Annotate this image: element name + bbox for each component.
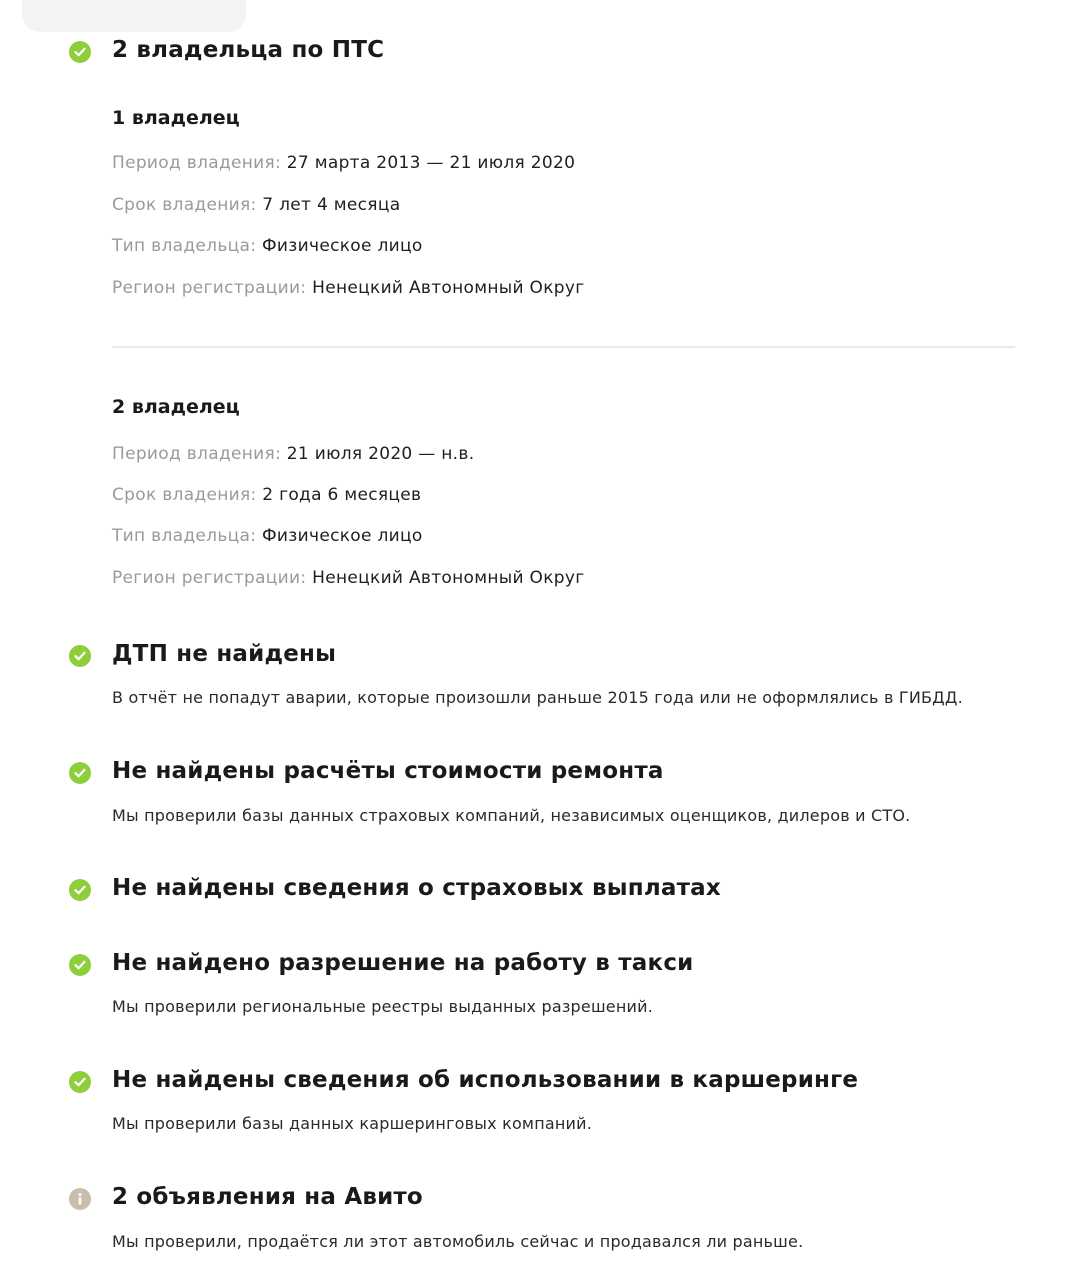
repair-estimates-description: Мы проверили базы данных страховых компаний, независимых оценщиков, дилеров и СТО. <box>112 806 911 825</box>
type-value: Физическое лицо <box>262 236 423 256</box>
period-value: 21 июля 2020 — н.в. <box>286 444 475 464</box>
carsharing-description: Мы проверили базы данных каршеринговых компаний. <box>112 1114 593 1133</box>
owner-2-period <box>112 444 474 464</box>
period-label: Период владения: <box>112 444 282 464</box>
info-icon <box>69 1188 91 1210</box>
owner-1-type <box>112 236 423 256</box>
owners-title: 2 владельца по ПТС <box>112 37 385 63</box>
owner-2-title: 2 владелец <box>112 396 240 418</box>
check-icon <box>69 954 91 976</box>
duration-label: Срок владения: <box>112 195 257 215</box>
period-label: Период владения: <box>112 153 282 173</box>
check-icon <box>69 41 91 63</box>
type-label: Тип владельца: <box>112 236 257 256</box>
owner-2-type <box>112 526 423 546</box>
duration-value: 2 года 6 месяцев <box>262 485 422 505</box>
region-label: Регион регистрации: <box>112 568 307 588</box>
taxi-permit-title: Не найдено разрешение на работу в такси <box>112 950 694 976</box>
owner-1-region <box>112 278 585 298</box>
check-icon <box>69 762 91 784</box>
duration-label: Срок владения: <box>112 485 257 505</box>
repair-estimates-title: Не найдены расчёты стоимости ремонта <box>112 758 664 784</box>
region-label: Регион регистрации: <box>112 278 307 298</box>
avito-ads-title: 2 объявления на Авито <box>112 1184 423 1210</box>
type-label: Тип владельца: <box>112 526 257 546</box>
avito-ads-description: Мы проверили, продаётся ли этот автомобиль сейчас и продавался ли раньше. <box>112 1232 804 1251</box>
region-value: Ненецкий Автономный Округ <box>312 278 585 298</box>
carsharing-title: Не найдены сведения об использовании в каршеринге <box>112 1067 859 1093</box>
owner-1-period <box>112 153 575 173</box>
accidents-title: ДТП не найдены <box>112 641 337 667</box>
owner-1-duration <box>112 195 400 215</box>
taxi-permit-description: Мы проверили региональные реестры выданных разрешений. <box>112 997 653 1016</box>
duration-value: 7 лет 4 месяца <box>262 195 401 215</box>
owner-2-region <box>112 568 585 588</box>
owner-1-title: 1 владелец <box>112 107 240 129</box>
check-icon <box>69 879 91 901</box>
type-value: Физическое лицо <box>262 526 423 546</box>
insurance-payouts-title: Не найдены сведения о страховых выплатах <box>112 875 721 901</box>
owners-divider <box>112 346 1015 348</box>
top-tab <box>22 0 246 32</box>
check-icon <box>69 1071 91 1093</box>
period-value: 27 марта 2013 — 21 июля 2020 <box>286 153 576 173</box>
check-icon <box>69 645 91 667</box>
owner-2-duration <box>112 485 421 505</box>
region-value: Ненецкий Автономный Округ <box>312 568 585 588</box>
accidents-description: В отчёт не попадут аварии, которые произошли раньше 2015 года или не оформлялись в ГИБДД. <box>112 688 963 707</box>
